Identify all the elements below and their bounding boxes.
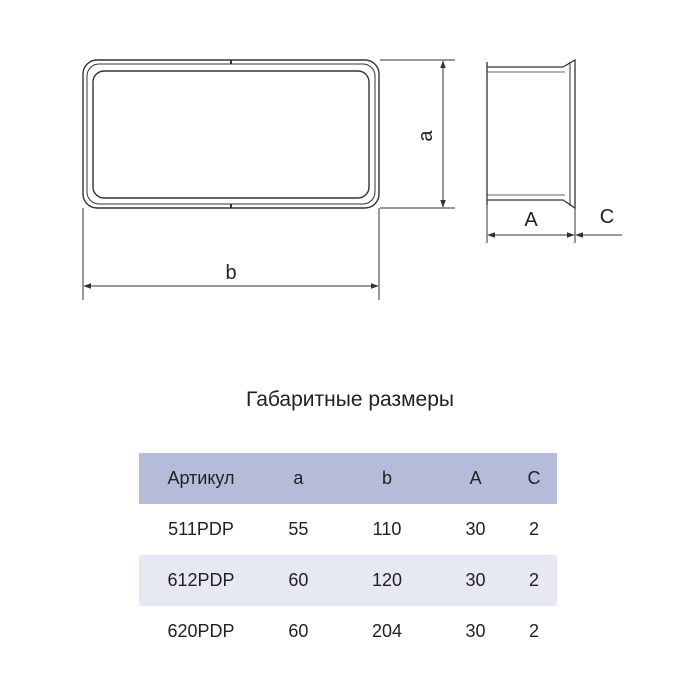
header-b: b [381,468,392,488]
cell-C: 2 [528,621,539,641]
header-a: a [293,468,304,488]
cell-b: 120 [371,570,403,590]
dimension-a-label: a [415,130,437,142]
dimension-A-label: A [524,209,538,231]
side-view [487,60,575,208]
table-row [139,504,557,555]
dimension-b [83,208,379,300]
table-header-row [139,453,557,504]
cell-article: 511PDP [168,519,234,539]
front-view-rim [87,64,375,204]
cell-A: 30 [465,570,486,590]
dimension-C-label: C [599,206,615,228]
cell-b: 110 [372,519,402,539]
side-view-body [487,60,575,208]
table-row [139,555,557,606]
cell-C: 2 [528,519,539,539]
dimensions-title: Габаритные размеры [246,388,454,411]
cell-A: 30 [465,621,486,641]
dimension-b-label: b [225,262,237,284]
cell-a: 60 [288,570,309,590]
cell-A: 30 [465,519,486,539]
cell-b: 204 [371,621,403,641]
cell-article: 620PDP [167,621,235,641]
cell-C: 2 [528,570,539,590]
technical-drawing [0,0,700,340]
cell-a: 55 [288,519,309,539]
table-row [139,606,557,657]
front-view [83,60,379,208]
front-view-outer-frame [83,60,379,208]
header-article: Артикул [167,468,235,488]
front-view-inner-opening [93,71,369,198]
dimensions-table [139,453,557,657]
cell-a: 60 [288,621,309,641]
cell-article: 612PDP [167,570,235,590]
header-A: A [469,468,482,488]
header-C: C [527,468,541,488]
